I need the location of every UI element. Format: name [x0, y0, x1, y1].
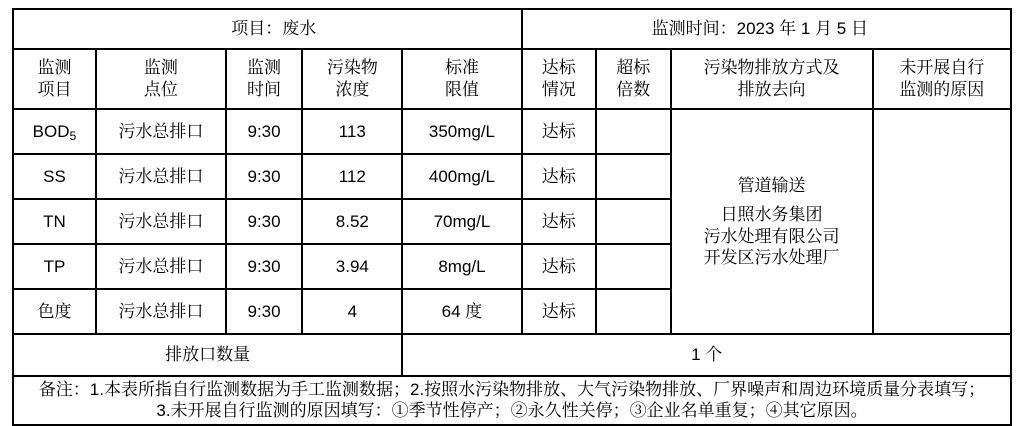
note-line-1: 备注：1.本表所指自行监测数据为手工监测数据；2.按照水污染物排放、大气污染物排放、厂界噪声和周边环境质量分表填写； — [38, 380, 986, 399]
cell-time: 9:30 — [226, 244, 303, 289]
cell-exceed — [596, 289, 670, 334]
column-header-discharge — [671, 49, 873, 109]
column-header-no-monitor-reason — [873, 49, 1011, 109]
column-header-exceed — [596, 49, 670, 109]
cell-item: TN — [13, 199, 96, 244]
outlet-count-value: 1 个 — [402, 334, 1011, 376]
cell-status: 达标 — [522, 154, 596, 199]
cell-exceed — [596, 154, 670, 199]
column-header-discharge-line1: 污染物排放方式及 — [703, 57, 840, 77]
cell-status: 达标 — [522, 199, 596, 244]
cell-item-text: BOD — [32, 121, 70, 141]
table-row — [13, 109, 1011, 154]
cell-point: 污水总排口 — [96, 289, 226, 334]
discharge-line-3: 污水处理有限公司 — [703, 226, 840, 246]
cell-exceed — [596, 244, 670, 289]
project-label: 项目：废水 — [13, 9, 522, 49]
column-header-item-line2: 项目 — [37, 80, 72, 99]
column-header-time-line2: 时间 — [247, 80, 282, 99]
cell-no-monitor-reason — [873, 109, 1011, 334]
cell-time: 9:30 — [226, 289, 303, 334]
cell-point: 污水总排口 — [96, 109, 226, 154]
cell-status: 达标 — [522, 289, 596, 334]
cell-limit: 8mg/L — [402, 244, 521, 289]
cell-exceed — [596, 199, 670, 244]
cell-status: 达标 — [522, 109, 596, 154]
cell-point: 污水总排口 — [96, 244, 226, 289]
cell-exceed — [596, 109, 670, 154]
cell-item: TP — [13, 244, 96, 289]
column-header-status-line1: 达标 — [541, 57, 576, 77]
discharge-spacer — [675, 196, 869, 204]
note-line-2: 3.未开展自行监测的原因填写：①季节性停产；②永久性关停；③企业名单重复；④其它原因。 — [156, 401, 868, 421]
column-header-time — [226, 49, 303, 109]
column-header-no-monitor-reason-line1: 未开展自行 — [899, 57, 985, 77]
column-header-exceed-line1: 超标 — [616, 57, 651, 77]
column-header-no-monitor-reason-line2: 监测的原因 — [899, 80, 985, 99]
report-header-row — [13, 9, 1011, 49]
monitoring-table — [12, 8, 1012, 426]
column-header-limit-line2: 限值 — [444, 80, 479, 99]
cell-time: 9:30 — [226, 154, 303, 199]
cell-limit: 400mg/L — [402, 154, 521, 199]
cell-concentration: 3.94 — [302, 244, 402, 289]
notes-row — [13, 376, 1011, 425]
cell-limit: 64 度 — [402, 289, 521, 334]
cell-time: 9:30 — [226, 199, 303, 244]
column-header-status-line2: 情况 — [541, 80, 576, 99]
cell-point: 污水总排口 — [96, 154, 226, 199]
cell-status: 达标 — [522, 244, 596, 289]
cell-item: SS — [13, 154, 96, 199]
column-header-concentration-line1: 污染物 — [326, 57, 378, 77]
cell-concentration: 4 — [302, 289, 402, 334]
cell-time: 9:30 — [226, 109, 303, 154]
column-header-concentration-line2: 浓度 — [335, 80, 370, 99]
column-header-point-line2: 点位 — [143, 80, 178, 99]
column-header-concentration — [302, 49, 402, 109]
cell-discharge-method — [671, 109, 873, 334]
cell-concentration: 112 — [302, 154, 402, 199]
column-header-status — [522, 49, 596, 109]
discharge-line-1: 管道输送 — [737, 176, 806, 195]
cell-limit: 70mg/L — [402, 199, 521, 244]
column-header-limit-line1: 标准 — [444, 57, 479, 77]
table-column-header-row — [13, 49, 1011, 109]
cell-limit: 350mg/L — [402, 109, 521, 154]
column-header-item — [13, 49, 96, 109]
cell-item — [13, 109, 96, 154]
outlet-count-label: 排放口数量 — [13, 334, 402, 376]
column-header-point — [96, 49, 226, 109]
cell-item: 色度 — [13, 289, 96, 334]
cell-concentration: 8.52 — [302, 199, 402, 244]
column-header-limit — [402, 49, 521, 109]
cell-item-subscript: 5 — [69, 128, 77, 143]
column-header-exceed-line2: 倍数 — [616, 80, 651, 99]
cell-point: 污水总排口 — [96, 199, 226, 244]
outlet-count-row — [13, 334, 1011, 376]
cell-concentration: 113 — [302, 109, 402, 154]
discharge-line-4: 开发区污水处理厂 — [703, 247, 840, 267]
discharge-line-2: 日照水务集团 — [720, 205, 823, 225]
column-header-item-line1: 监测 — [37, 57, 72, 77]
column-header-point-line1: 监测 — [143, 57, 178, 77]
monitoring-time-label: 监测时间：2023 年 1 月 5 日 — [522, 9, 1011, 49]
column-header-discharge-line2: 排放去向 — [737, 80, 806, 99]
notes-cell — [13, 376, 1011, 425]
column-header-time-line1: 监测 — [247, 57, 282, 77]
